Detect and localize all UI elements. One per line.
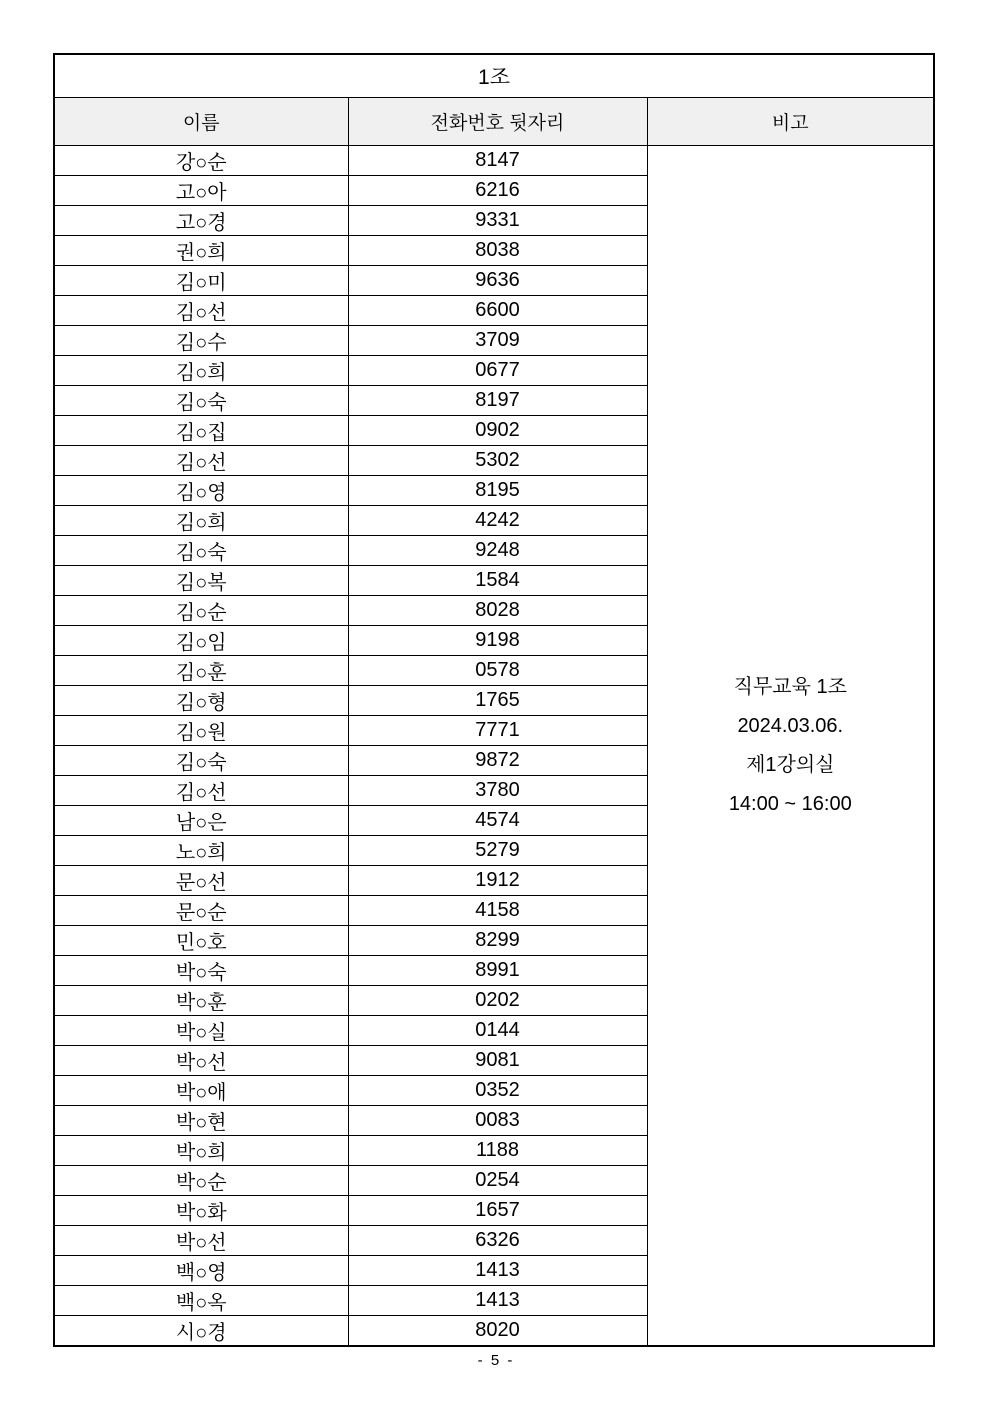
phone-cell: 9248 — [348, 536, 647, 566]
table-header-row — [54, 98, 934, 146]
name-cell: 박○숙 — [54, 956, 348, 986]
name-cell: 김○훈 — [54, 656, 348, 686]
name-cell: 강○순 — [54, 146, 348, 176]
name-cell: 김○원 — [54, 716, 348, 746]
name-cell: 박○실 — [54, 1016, 348, 1046]
phone-cell: 8038 — [348, 236, 647, 266]
phone-cell: 0352 — [348, 1076, 647, 1106]
phone-cell: 1584 — [348, 566, 647, 596]
remark-cell — [647, 146, 934, 1347]
phone-cell: 4158 — [348, 896, 647, 926]
name-cell: 남○은 — [54, 806, 348, 836]
name-cell: 박○희 — [54, 1136, 348, 1166]
phone-cell: 3780 — [348, 776, 647, 806]
name-cell: 김○집 — [54, 416, 348, 446]
phone-cell: 1413 — [348, 1286, 647, 1316]
attendance-table — [53, 53, 935, 1347]
phone-cell: 9636 — [348, 266, 647, 296]
phone-cell: 8147 — [348, 146, 647, 176]
remark-line: 2024.03.06. — [737, 714, 844, 737]
phone-cell: 3709 — [348, 326, 647, 356]
table-title-row — [54, 54, 934, 98]
phone-cell: 9331 — [348, 206, 647, 236]
phone-cell: 8028 — [348, 596, 647, 626]
name-cell: 김○희 — [54, 356, 348, 386]
phone-cell: 9872 — [348, 746, 647, 776]
name-cell: 김○영 — [54, 476, 348, 506]
col-header-name: 이름 — [54, 98, 348, 146]
name-cell: 박○화 — [54, 1196, 348, 1226]
phone-cell: 5279 — [348, 836, 647, 866]
name-cell: 김○숙 — [54, 746, 348, 776]
phone-cell: 0254 — [348, 1166, 647, 1196]
remark-line: 직무교육 1조 — [733, 675, 847, 698]
phone-cell: 1912 — [348, 866, 647, 896]
name-cell: 김○임 — [54, 626, 348, 656]
name-cell: 김○미 — [54, 266, 348, 296]
phone-cell: 8197 — [348, 386, 647, 416]
phone-cell: 6326 — [348, 1226, 647, 1256]
group-title: 1조 — [54, 54, 934, 98]
phone-cell: 9081 — [348, 1046, 647, 1076]
name-cell: 김○선 — [54, 776, 348, 806]
name-cell: 김○복 — [54, 566, 348, 596]
name-cell: 김○수 — [54, 326, 348, 356]
phone-cell: 8299 — [348, 926, 647, 956]
name-cell: 고○경 — [54, 206, 348, 236]
name-cell: 시○경 — [54, 1316, 348, 1347]
name-cell: 김○순 — [54, 596, 348, 626]
name-cell: 박○훈 — [54, 986, 348, 1016]
name-cell: 김○선 — [54, 446, 348, 476]
name-cell: 박○애 — [54, 1076, 348, 1106]
phone-cell: 8195 — [348, 476, 647, 506]
name-cell: 백○옥 — [54, 1286, 348, 1316]
phone-cell: 0902 — [348, 416, 647, 446]
name-cell: 박○선 — [54, 1226, 348, 1256]
table-row — [54, 146, 934, 176]
name-cell: 문○순 — [54, 896, 348, 926]
name-cell: 백○영 — [54, 1256, 348, 1286]
phone-cell: 9198 — [348, 626, 647, 656]
name-cell: 고○아 — [54, 176, 348, 206]
name-cell: 김○형 — [54, 686, 348, 716]
phone-cell: 4574 — [348, 806, 647, 836]
phone-cell: 8020 — [348, 1316, 647, 1347]
page-number: - 5 - — [477, 1352, 515, 1369]
phone-cell: 6216 — [348, 176, 647, 206]
remark-line: 제1강의실 — [746, 753, 835, 776]
col-header-remark: 비고 — [647, 98, 934, 146]
name-cell: 박○순 — [54, 1166, 348, 1196]
phone-cell: 1765 — [348, 686, 647, 716]
phone-cell: 8991 — [348, 956, 647, 986]
name-cell: 김○선 — [54, 296, 348, 326]
phone-cell: 0083 — [348, 1106, 647, 1136]
name-cell: 문○선 — [54, 866, 348, 896]
name-cell: 김○희 — [54, 506, 348, 536]
phone-cell: 4242 — [348, 506, 647, 536]
phone-cell: 7771 — [348, 716, 647, 746]
name-cell: 권○희 — [54, 236, 348, 266]
name-cell: 박○현 — [54, 1106, 348, 1136]
name-cell: 김○숙 — [54, 386, 348, 416]
col-header-phone: 전화번호 뒷자리 — [348, 98, 647, 146]
remark-line: 14:00 ~ 16:00 — [728, 792, 852, 815]
name-cell: 민○호 — [54, 926, 348, 956]
name-cell: 박○선 — [54, 1046, 348, 1076]
name-cell: 노○희 — [54, 836, 348, 866]
phone-cell: 1413 — [348, 1256, 647, 1286]
phone-cell: 0578 — [348, 656, 647, 686]
phone-cell: 0202 — [348, 986, 647, 1016]
phone-cell: 0144 — [348, 1016, 647, 1046]
phone-cell: 1657 — [348, 1196, 647, 1226]
phone-cell: 5302 — [348, 446, 647, 476]
name-cell: 김○숙 — [54, 536, 348, 566]
phone-cell: 6600 — [348, 296, 647, 326]
phone-cell: 1188 — [348, 1136, 647, 1166]
phone-cell: 0677 — [348, 356, 647, 386]
